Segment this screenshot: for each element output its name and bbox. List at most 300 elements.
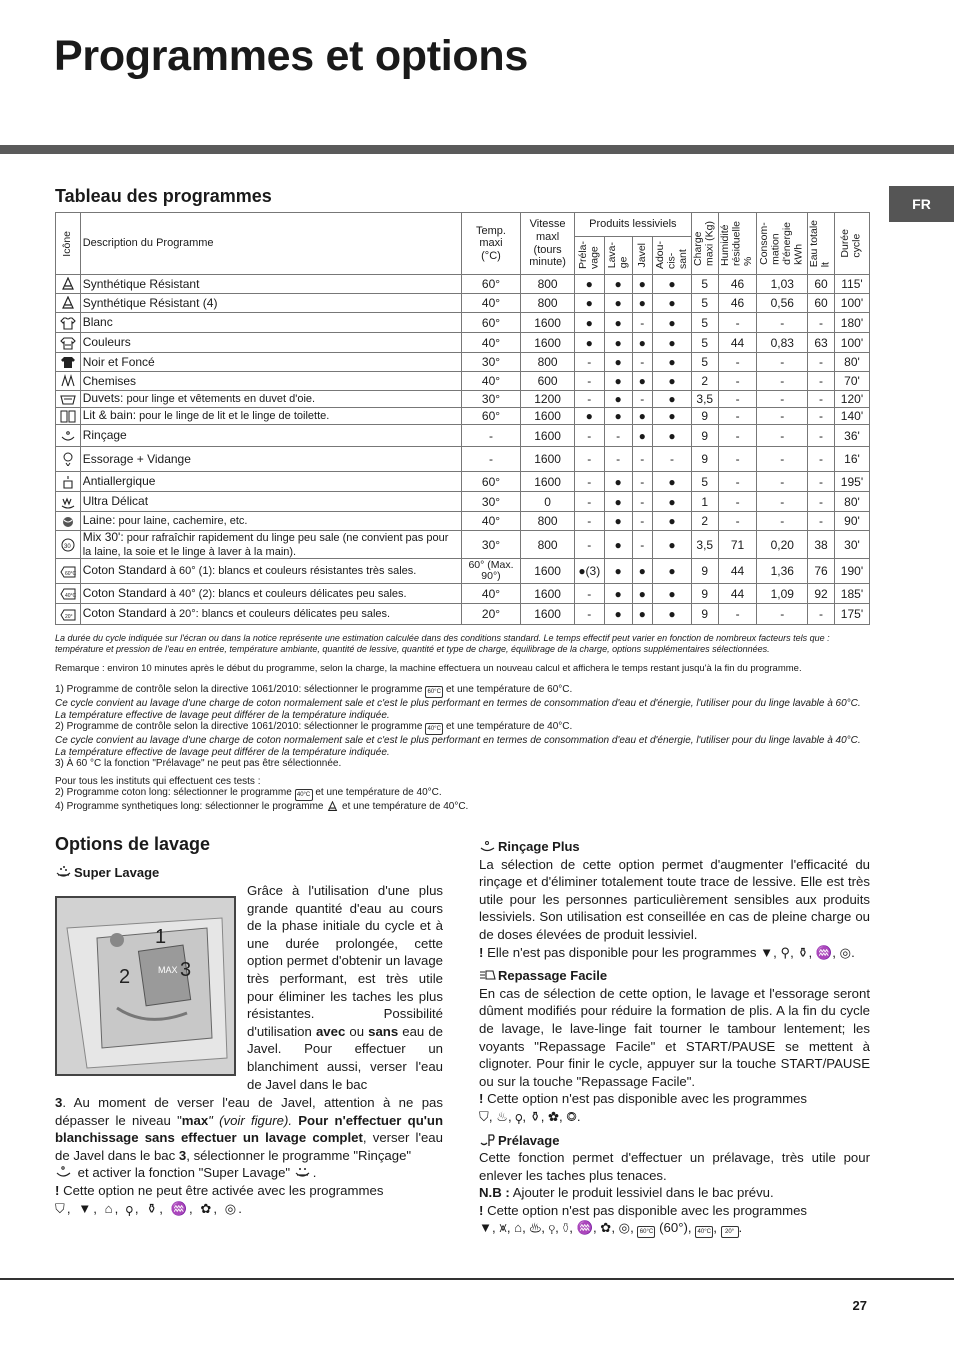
- temp-cell: -: [461, 447, 521, 472]
- prewash-cell: ●: [574, 313, 604, 333]
- dur-cell: 140': [834, 408, 869, 425]
- table-row: [56, 275, 870, 294]
- speed-cell: 800: [521, 275, 575, 294]
- temp-cell: 20°: [461, 604, 521, 625]
- load-cell: 5: [691, 353, 718, 372]
- programme-icon-cell: [56, 313, 81, 333]
- programme-extra: pour le linge de lit et le linge de toilette.: [136, 410, 330, 423]
- programme-name: Synthétique Résistant: [82, 276, 200, 291]
- wash-cell: ●: [604, 531, 632, 559]
- hum-cell: 44: [718, 584, 757, 604]
- hum-cell: 46: [718, 294, 757, 313]
- cotton40-icon: 40°C: [295, 789, 313, 801]
- bleach-cell: -: [632, 531, 653, 559]
- cotton60-icon: 60°C: [425, 686, 443, 698]
- prewash-cell: ●: [574, 333, 604, 353]
- programme-description: [80, 294, 461, 313]
- dur-cell: 120': [834, 391, 869, 408]
- speed-cell: 1600: [521, 408, 575, 425]
- programme-extra: à 20°: blancs et couleurs délicates peu sales.: [166, 608, 391, 621]
- wash-cell: ●: [604, 492, 632, 512]
- programme-description: [80, 512, 461, 531]
- kwh-cell: -: [757, 472, 808, 492]
- programme-extra: à 40° (2): blancs et couleurs délicates peu sales.: [166, 587, 407, 600]
- col-water: Eau totale lt: [808, 213, 835, 275]
- programme-extra: pour rafraîchir rapidement du linge peu sale (ne convient pas pour la laine, la soie et le linge à laver à la main).: [82, 532, 449, 558]
- wash-cell: ●: [604, 512, 632, 531]
- bleach-cell: -: [632, 472, 653, 492]
- super-wash-icon: [55, 865, 72, 879]
- cotton40-icon: 40°C: [425, 723, 443, 735]
- hum-cell: -: [718, 391, 757, 408]
- table-row: [56, 604, 870, 625]
- speed-cell: 1600: [521, 425, 575, 447]
- kwh-cell: 0,20: [757, 531, 808, 559]
- programme-name: Synthétique Résistant (4): [82, 295, 218, 310]
- wash-cell: ●: [604, 391, 632, 408]
- prewash-nb: Ajouter le produit lessiviel dans le bac prévu.: [509, 1185, 774, 1201]
- hum-cell: -: [718, 372, 757, 391]
- super-wash-body6: , sélectionner le programme "Rinçage": [186, 1147, 412, 1163]
- col-bleach: Javel: [632, 237, 653, 275]
- speed-cell: 1600: [521, 584, 575, 604]
- dur-cell: 36': [834, 425, 869, 447]
- programme-name: Chemises: [82, 373, 137, 388]
- water-cell: 38: [808, 531, 835, 559]
- programme-description: [80, 531, 461, 559]
- prewash-title: Prélavage: [498, 1132, 560, 1148]
- wash-cell: ●: [604, 294, 632, 313]
- load-cell: 1: [691, 492, 718, 512]
- load-cell: 5: [691, 275, 718, 294]
- prewash-nb-label: N.B :: [479, 1185, 510, 1201]
- table-row: [56, 425, 870, 447]
- load-cell: 2: [691, 372, 718, 391]
- table-row: [56, 372, 870, 391]
- rinse-plus-excluded-icons: ▼, ⚲, ⚱, ♒, ◎.: [760, 944, 855, 960]
- col-energy: Consom- mation d'énergie kWh: [757, 213, 808, 275]
- table-row: [56, 333, 870, 353]
- super-wash-title: Super Lavage: [74, 865, 160, 880]
- easy-iron-title: Repassage Facile: [498, 968, 608, 984]
- programme-icon-cell: [56, 372, 81, 391]
- svg-text:20°: 20°: [64, 613, 73, 620]
- speed-cell: 1600: [521, 604, 575, 625]
- col-softener: Adou- cis- sant: [653, 237, 692, 275]
- super-wash-or: ou: [345, 1023, 369, 1039]
- dur-cell: 100': [834, 333, 869, 353]
- prewash-warning: Cette option n'est pas disponible avec les programmes: [487, 1202, 808, 1218]
- prewash-cell: -: [574, 372, 604, 391]
- wash-cell: ●: [604, 408, 632, 425]
- temp-cell: 40°: [461, 512, 521, 531]
- dur-cell: 16': [834, 447, 869, 472]
- softener-cell: ●: [653, 333, 692, 353]
- speed-cell: 0: [521, 492, 575, 512]
- bleach-cell: ●: [632, 294, 653, 313]
- kwh-cell: -: [757, 447, 808, 472]
- header-rule: [0, 145, 954, 154]
- bleach-cell: ●: [632, 372, 653, 391]
- rinse-plus-warning: Elle n'est pas disponible pour les programmes: [487, 944, 757, 960]
- softener-cell: ●: [653, 559, 692, 584]
- dur-cell: 100': [834, 294, 869, 313]
- super-wash-warning: Cette option ne peut être activée avec les programmes: [63, 1182, 384, 1198]
- programme-name: Antiallergique: [82, 474, 156, 489]
- col-speed: Vitesse maxl (tours minute): [521, 213, 575, 275]
- svg-text:40°C: 40°C: [64, 593, 76, 599]
- load-cell: 9: [691, 584, 718, 604]
- note-2c: Ce cycle convient au lavage d'une charge de coton normalement sale et c'est le plus performant en termes de consommation d'eau et d'énergie, l'utiliser pour du linge lavable à 40°C. La température effective de lavage peut différer de la température indiquée.: [55, 735, 861, 758]
- hum-cell: -: [718, 425, 757, 447]
- programme-icon-cell: [56, 275, 81, 294]
- wash-cell: ●: [604, 353, 632, 372]
- wash-cell: ●: [604, 333, 632, 353]
- load-cell: 9: [691, 408, 718, 425]
- kwh-cell: 1,36: [757, 559, 808, 584]
- programme-name: Couleurs: [82, 335, 131, 350]
- softener-cell: ●: [653, 492, 692, 512]
- programme-name: Ultra Délicat: [82, 494, 149, 509]
- programme-icon-cell: [56, 408, 81, 425]
- temp-cell: 30°: [461, 531, 521, 559]
- prewash-cell: -: [574, 353, 604, 372]
- col-prewash: Préla- vage: [574, 237, 604, 275]
- programme-name: Blanc: [82, 315, 113, 330]
- programme-description: [80, 584, 461, 604]
- super-wash-bold1: Pour n'effectuer qu'un blanchissage sans effectuer un lavage complet: [55, 1112, 444, 1146]
- softener-cell: ●: [653, 372, 692, 391]
- cotton40-icon: [60, 587, 76, 601]
- rinse-icon: [60, 429, 76, 443]
- table-row: [56, 584, 870, 604]
- kwh-cell: 0,56: [757, 294, 808, 313]
- cotton60-icon: [60, 565, 76, 579]
- programme-name: Lit & bain:: [82, 408, 137, 423]
- speed-cell: 1600: [521, 333, 575, 353]
- super-wash-body3: . Au moment de verser l'eau de Javel, attention à ne pas dépasser le niveau ": [55, 1095, 443, 1128]
- programme-icon-cell: [56, 604, 81, 625]
- figure-label-2: 2: [119, 966, 131, 988]
- temp-cell: 30°: [461, 492, 521, 512]
- bleach-cell: -: [632, 353, 653, 372]
- softener-cell: ●: [653, 604, 692, 625]
- bed-bath-icon: [60, 409, 76, 423]
- prewash-sixty: (60°): [659, 1220, 688, 1236]
- super-wash-bac: 3: [55, 1095, 63, 1110]
- prewash-cell: ●: [574, 275, 604, 294]
- note-1a: 1) Programme de contrôle selon la directive 1061/2010: sélectionner le programme: [55, 684, 423, 695]
- dark-shirt-icon: [60, 355, 76, 369]
- figure-label-1: 1: [155, 926, 167, 948]
- speed-cell: 1600: [521, 559, 575, 584]
- test-4a: 4) Programme synthetiques long: sélectionner le programme: [55, 801, 324, 813]
- water-cell: 60: [808, 294, 835, 313]
- prewash-cell: ●: [574, 294, 604, 313]
- programme-icon-cell: [56, 353, 81, 372]
- synthetic-icon: [326, 801, 339, 812]
- hum-cell: -: [718, 492, 757, 512]
- super-wash-max: max: [181, 1112, 209, 1128]
- bleach-cell: ●: [632, 333, 653, 353]
- water-cell: -: [808, 492, 835, 512]
- svg-text:60°C: 60°C: [64, 570, 76, 577]
- programme-description: [80, 604, 461, 625]
- language-tab: FR: [889, 186, 954, 222]
- softener-cell: -: [653, 447, 692, 472]
- programme-description: [80, 275, 461, 294]
- kwh-cell: 1,03: [757, 275, 808, 294]
- hum-cell: -: [718, 512, 757, 531]
- softener-cell: ●: [653, 353, 692, 372]
- water-cell: 60: [808, 275, 835, 294]
- kwh-cell: -: [757, 512, 808, 531]
- cotton20-icon: [60, 608, 76, 622]
- programme-name: Mix 30':: [82, 530, 124, 544]
- load-cell: 5: [691, 333, 718, 353]
- note-2b: et une température de 40°C.: [445, 721, 573, 732]
- water-cell: -: [808, 391, 835, 408]
- shirts-icon: [60, 374, 76, 388]
- footer-rule: [0, 1278, 954, 1280]
- programme-description: [80, 559, 461, 584]
- wash-cell: -: [604, 425, 632, 447]
- hum-cell: -: [718, 408, 757, 425]
- load-cell: 9: [691, 447, 718, 472]
- bleach-cell: ●: [632, 559, 653, 584]
- programme-description: [80, 333, 461, 353]
- kwh-cell: -: [757, 391, 808, 408]
- col-wash: Lava- ge: [604, 237, 632, 275]
- wash-cell: ●: [604, 275, 632, 294]
- note-1b: et une température de 60°C.: [445, 684, 573, 695]
- temp-cell: 40°: [461, 333, 521, 353]
- bleach-cell: ●: [632, 425, 653, 447]
- wash-cell: ●: [604, 584, 632, 604]
- programme-icon-cell: [56, 559, 81, 584]
- prewash-cell: -: [574, 604, 604, 625]
- load-cell: 2: [691, 512, 718, 531]
- table-row: [56, 447, 870, 472]
- load-cell: 9: [691, 559, 718, 584]
- water-cell: -: [808, 425, 835, 447]
- table-row: [56, 492, 870, 512]
- programme-icon-cell: [56, 512, 81, 531]
- speed-cell: 1200: [521, 391, 575, 408]
- remark: Remarque : environ 10 minutes après le début du programme, selon la charge, la machine effectuera un nouveau calcul et affichera le temps restant jusqu'à la fin du programme.: [55, 663, 802, 674]
- table-heading: Tableau des programmes: [55, 186, 272, 206]
- bleach-cell: ●: [632, 584, 653, 604]
- table-row: [56, 512, 870, 531]
- super-wash-sans: sans: [368, 1023, 399, 1039]
- water-cell: 63: [808, 333, 835, 353]
- programme-name: Coton Standard: [82, 606, 167, 621]
- programme-icon-cell: [56, 447, 81, 472]
- softener-cell: ●: [653, 512, 692, 531]
- programme-description: [80, 472, 461, 492]
- softener-cell: ●: [653, 294, 692, 313]
- programme-name: Rinçage: [82, 428, 127, 443]
- synthetic-icon: [60, 296, 76, 310]
- kwh-cell: -: [757, 313, 808, 333]
- softener-cell: ●: [653, 391, 692, 408]
- hum-cell: 46: [718, 275, 757, 294]
- prewash-cell: -: [574, 531, 604, 559]
- wash-cell: ●: [604, 472, 632, 492]
- rinse-plus-title: Rinçage Plus: [498, 839, 580, 854]
- note-3: 3) À 60 °C la fonction "Prélavage" ne peut pas être sélectionnée.: [55, 758, 342, 769]
- dur-cell: 70': [834, 372, 869, 391]
- dur-cell: 180': [834, 313, 869, 333]
- programme-extra: pour laine, cachemire, etc.: [115, 515, 248, 528]
- super-wash-body2: eau de Javel. Pour effectuer un blanchiment aussi, verser l'eau de Javel dans le bac: [247, 1023, 444, 1092]
- easy-iron-icon: [479, 968, 496, 982]
- programme-name: Coton Standard: [82, 585, 167, 600]
- super-wash-bac2: 3: [178, 1147, 187, 1163]
- kwh-cell: -: [757, 604, 808, 625]
- hum-cell: 71: [718, 531, 757, 559]
- col-humidity: Humidité résiduelle %: [718, 213, 757, 275]
- programme-icon-cell: [56, 492, 81, 512]
- softener-cell: ●: [653, 472, 692, 492]
- programme-description: [80, 313, 461, 333]
- figure-label-3: 3: [180, 959, 192, 981]
- institutes-note: Pour tous les instituts qui effectuent ces tests :: [55, 775, 261, 787]
- prewash-cell: ●(3): [574, 559, 604, 584]
- super-wash-body4: " (voir figure).: [208, 1112, 299, 1128]
- temp-cell: 60°: [461, 408, 521, 425]
- temp-cell: 60°: [461, 313, 521, 333]
- wash-cell: ●: [604, 559, 632, 584]
- softener-cell: ●: [653, 313, 692, 333]
- temp-cell: 30°: [461, 391, 521, 408]
- prewash-cell: -: [574, 425, 604, 447]
- dur-cell: 80': [834, 353, 869, 372]
- easy-iron-excluded-icons: ⛉, ♨, ⚲, ⚱, ✿, ◎.: [479, 1108, 581, 1124]
- programme-icon-cell: [56, 425, 81, 447]
- dur-cell: 30': [834, 531, 869, 559]
- prewash-cell: -: [574, 472, 604, 492]
- super-wash-excl: !: [55, 1182, 60, 1198]
- super-wash-body5: , verser l'eau de Javel dans le bac: [55, 1130, 443, 1163]
- dur-cell: 190': [834, 559, 869, 584]
- table-row: [56, 531, 870, 559]
- page-number: 27: [852, 1298, 867, 1313]
- duvet-icon: [60, 392, 76, 406]
- hum-cell: -: [718, 353, 757, 372]
- kwh-cell: -: [757, 372, 808, 391]
- load-cell: 3,5: [691, 391, 718, 408]
- bleach-cell: ●: [632, 275, 653, 294]
- water-cell: -: [808, 313, 835, 333]
- dur-cell: 195': [834, 472, 869, 492]
- note-2a: 2) Programme de contrôle selon la directive 1061/2010: sélectionner le programme: [55, 721, 423, 732]
- white-shirt-icon: [60, 316, 76, 330]
- table-row: [56, 353, 870, 372]
- easy-iron-body: En cas de sélection de cette option, le lavage et l'essorage seront dûment modifiés pour réduire la formation de plis. A la fin du cycle de lavage, le lave-linge fait tourner le tambour lentement; les voyants "Repassage Facile" et START/PAUSE se mettent à clignoter. Pour finir le cycle, appuyer sur la touche START/PAUSE ou sur la touche "Repassage Facile".: [479, 985, 870, 1089]
- bleach-cell: -: [632, 447, 653, 472]
- programme-icon-cell: [56, 294, 81, 313]
- rinse-plus-icon: [479, 839, 496, 853]
- col-load: Charge maxi (Kg): [691, 213, 718, 275]
- softener-cell: ●: [653, 275, 692, 294]
- programme-description: [80, 391, 461, 408]
- prewash-cell: -: [574, 492, 604, 512]
- prewash-cell: -: [574, 584, 604, 604]
- programme-icon-cell: [56, 531, 81, 559]
- load-cell: 3,5: [691, 531, 718, 559]
- detergent-drawer-figure: [55, 896, 236, 1076]
- table-row: [56, 294, 870, 313]
- wool-icon: [60, 514, 76, 528]
- programme-description: [80, 372, 461, 391]
- temp-cell: 60°: [461, 275, 521, 294]
- water-cell: -: [808, 604, 835, 625]
- hum-cell: -: [718, 472, 757, 492]
- colours-icon: [60, 336, 76, 350]
- bleach-cell: ●: [632, 604, 653, 625]
- programme-name: Noir et Foncé: [82, 354, 155, 369]
- rinse-icon: [55, 1165, 72, 1179]
- col-temp: Temp. maxi (°C): [461, 213, 521, 275]
- programme-table: [55, 212, 870, 625]
- dur-cell: 185': [834, 584, 869, 604]
- super-wash-body1: Grâce à l'utilisation d'une plus grande quantité d'eau au cours de la phase initiale du cycle et à une durée prolongée, cette option permet d'obtenir un lavage très performant, est très utile pour éliminer les taches les plus résistantes. Possibilité d'utilisation: [247, 883, 443, 1039]
- synthetic-icon: [60, 277, 76, 291]
- temp-cell: 40°: [461, 372, 521, 391]
- hum-cell: -: [718, 604, 757, 625]
- kwh-cell: -: [757, 408, 808, 425]
- test-2a: 2) Programme coton long: sélectionner le programme: [55, 787, 292, 798]
- disclaimer: La durée du cycle indiquée sur l'écran ou dans la notice représente une estimation calculée dans des conditions standard. Le temps effectif peut varier en fonction de nombreux facteurs tels que : température et pression de l'eau en entrée, température ambiante, quantité de lessive, quantité et type de charge, équilibrage de la charge, options supplémentaires sélectionnées.: [55, 633, 830, 654]
- hum-cell: -: [718, 313, 757, 333]
- temp-cell: -: [461, 425, 521, 447]
- programme-icon-cell: [56, 584, 81, 604]
- water-cell: -: [808, 372, 835, 391]
- col-icon: Icône: [56, 213, 81, 275]
- super-wash-excluded-icons: ⛉, ▼, ⌂, ⚲, ⚱, ♒, ✿, ◎.: [55, 1200, 244, 1216]
- table-row: [56, 313, 870, 333]
- temp-cell: 40°: [461, 584, 521, 604]
- super-wash-body7: et activer la fonction "Super Lavage": [74, 1165, 291, 1181]
- programme-description: [80, 353, 461, 372]
- water-cell: -: [808, 408, 835, 425]
- hum-cell: 44: [718, 333, 757, 353]
- programme-name: Essorage + Vidange: [82, 451, 191, 466]
- programme-extra: pour linge et vêtements en duvet d'oie.: [123, 393, 316, 406]
- mix30-icon: [60, 538, 76, 552]
- softener-cell: ●: [653, 408, 692, 425]
- programme-icon-cell: [56, 472, 81, 492]
- programme-extra: à 60° (1): blancs et couleurs résistantes très sales.: [166, 565, 417, 578]
- dur-cell: 175': [834, 604, 869, 625]
- rinse-plus-excl: !: [479, 944, 484, 960]
- kwh-cell: -: [757, 492, 808, 512]
- bleach-cell: -: [632, 512, 653, 531]
- table-row: [56, 391, 870, 408]
- bleach-cell: -: [632, 492, 653, 512]
- load-cell: 5: [691, 472, 718, 492]
- options-heading: Options de lavage: [55, 834, 211, 854]
- prewash-cell: -: [574, 391, 604, 408]
- hum-cell: -: [718, 447, 757, 472]
- wash-cell: -: [604, 447, 632, 472]
- water-cell: -: [808, 353, 835, 372]
- figure-max: MAX: [158, 965, 178, 975]
- hum-cell: 44: [718, 559, 757, 584]
- load-cell: 9: [691, 604, 718, 625]
- dur-cell: 80': [834, 492, 869, 512]
